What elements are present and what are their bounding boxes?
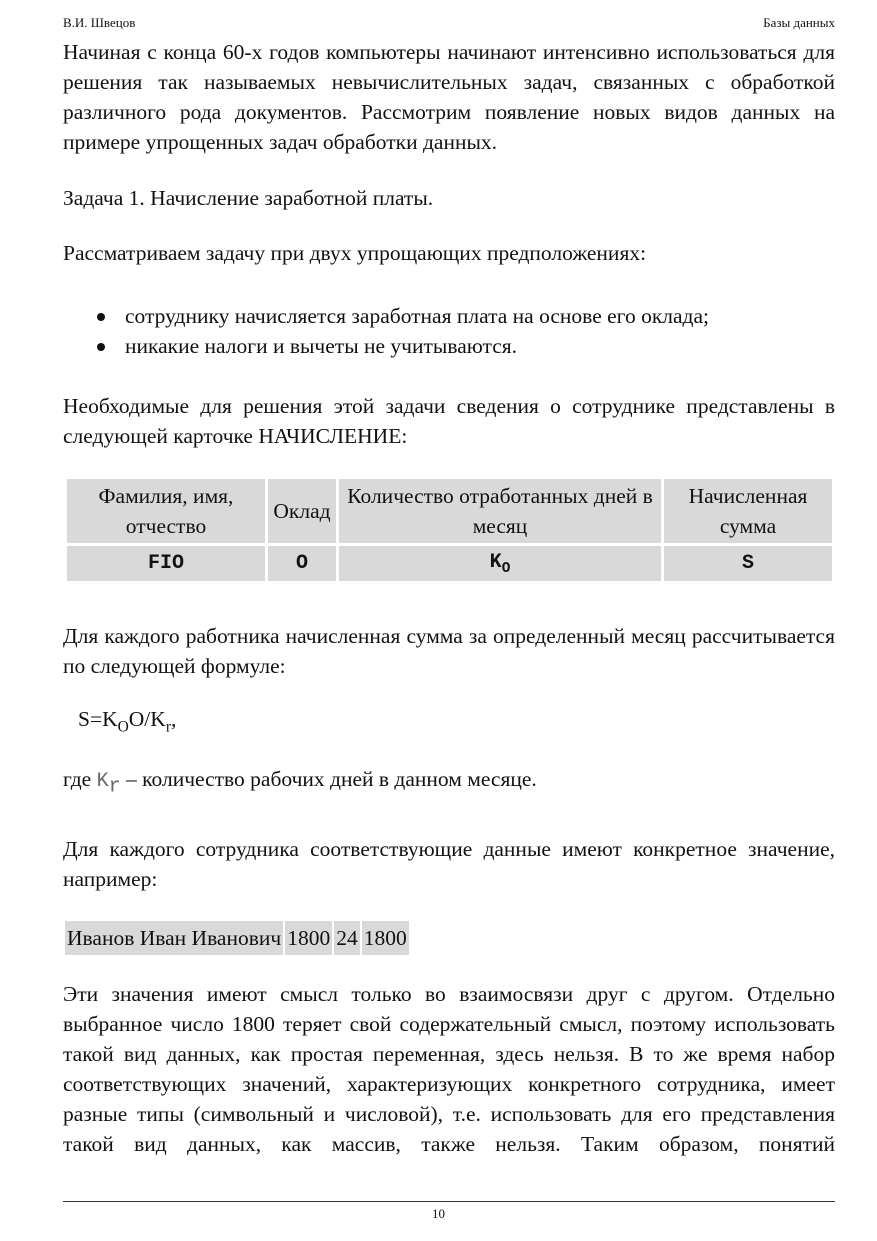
- table-row: [65, 921, 409, 955]
- example-intro: Для каждого сотрудника соответствующие данные имеют конкретное значение, например:: [63, 836, 835, 891]
- example-cell-sum: 1800: [362, 921, 409, 955]
- formula-part-b: O/K: [128, 707, 166, 731]
- example-cell-salary: 1800: [285, 921, 332, 955]
- var-cell-k: [339, 546, 661, 581]
- assumption-text: никакие налоги и вычеты не учитываются.: [125, 334, 517, 358]
- page-number: 10: [432, 1206, 445, 1221]
- assumptions-intro: Рассматриваем задачу при двух упрощающих предположениях:: [63, 241, 647, 265]
- table-row: [67, 546, 832, 581]
- formula-sub-b: r: [165, 718, 171, 736]
- where-prefix: где: [63, 767, 97, 792]
- var-k: K: [489, 550, 502, 574]
- assumption-text: сотруднику начисляется заработная плата на основе его оклада;: [125, 304, 709, 328]
- example-cell-days: 24: [334, 921, 360, 955]
- list-item: [63, 331, 835, 361]
- example-cell-name: Иванов Иван Иванович: [65, 921, 283, 955]
- where-var: K: [96, 770, 109, 794]
- footer-divider: [63, 1201, 835, 1202]
- var-cell-s: S: [664, 546, 832, 581]
- header-cell-days: Количество отработанных дней в месяц: [339, 479, 661, 543]
- header-cell-salary: Оклад: [268, 479, 336, 543]
- header-author: В.И. Швецов: [63, 15, 136, 30]
- formula-part-a: S=K: [78, 707, 118, 731]
- var-cell-fio: FIO: [67, 546, 265, 581]
- var-cell-o: O: [268, 546, 336, 581]
- card-table: [64, 476, 835, 584]
- document-page: [63, 14, 835, 1159]
- where-var-subscript: r: [108, 775, 121, 799]
- table-row: [67, 479, 832, 543]
- conclusion-paragraph: Эти значения имеют смысл только во взаимосвязи друг с другом. Отдельно выбранное число 1800 теряет свой содержательный смысл, поэтому использовать такой вид данных, как простая переменная, здесь нельзя. В то же время набор соответствующих значений, характеризующих конкретного сотрудника, имеет разные типы (символьный и числовой), т.е. использовать для его представления такой вид данных, как массив, также нельзя. Таким образом, понятий: [63, 981, 835, 1156]
- assumptions-list: [63, 301, 835, 361]
- header-cell-sum: Начисленная сумма: [664, 479, 832, 543]
- header-title: Базы данных: [763, 15, 835, 30]
- header-cell-fio: Фамилия, имя, отчество: [67, 479, 265, 543]
- where-line: [63, 764, 835, 802]
- list-item: [63, 301, 835, 331]
- running-header: [63, 14, 835, 32]
- card-intro: Необходимые для решения этой задачи сведения о сотруднике представлены в следующей карточке НАЧИСЛЕНИЕ:: [63, 394, 835, 448]
- task-title: Задача 1. Начисление заработной платы.: [63, 186, 434, 210]
- bullet-icon: [97, 343, 105, 351]
- where-text: – количество рабочих дней в данном месяце.: [120, 767, 537, 792]
- formula: [63, 704, 835, 742]
- var-k-subscript: O: [501, 560, 511, 577]
- formula-intro: Для каждого работника начисленная сумма за определенный месяц рассчитывается по следующей формуле:: [63, 624, 835, 678]
- bullet-icon: [97, 313, 105, 321]
- intro-paragraph: Начиная с конца 60-х годов компьютеры начинают интенсивно использоваться для решения так называемых невычислительных задач, связанных с обработкой различного рода документов. Рассмотрим появление новых видов данных на примере упрощенных задач обработки данных.: [63, 40, 835, 154]
- formula-sub-a: O: [117, 718, 129, 736]
- example-table: [63, 919, 411, 957]
- formula-tail: ,: [170, 707, 177, 731]
